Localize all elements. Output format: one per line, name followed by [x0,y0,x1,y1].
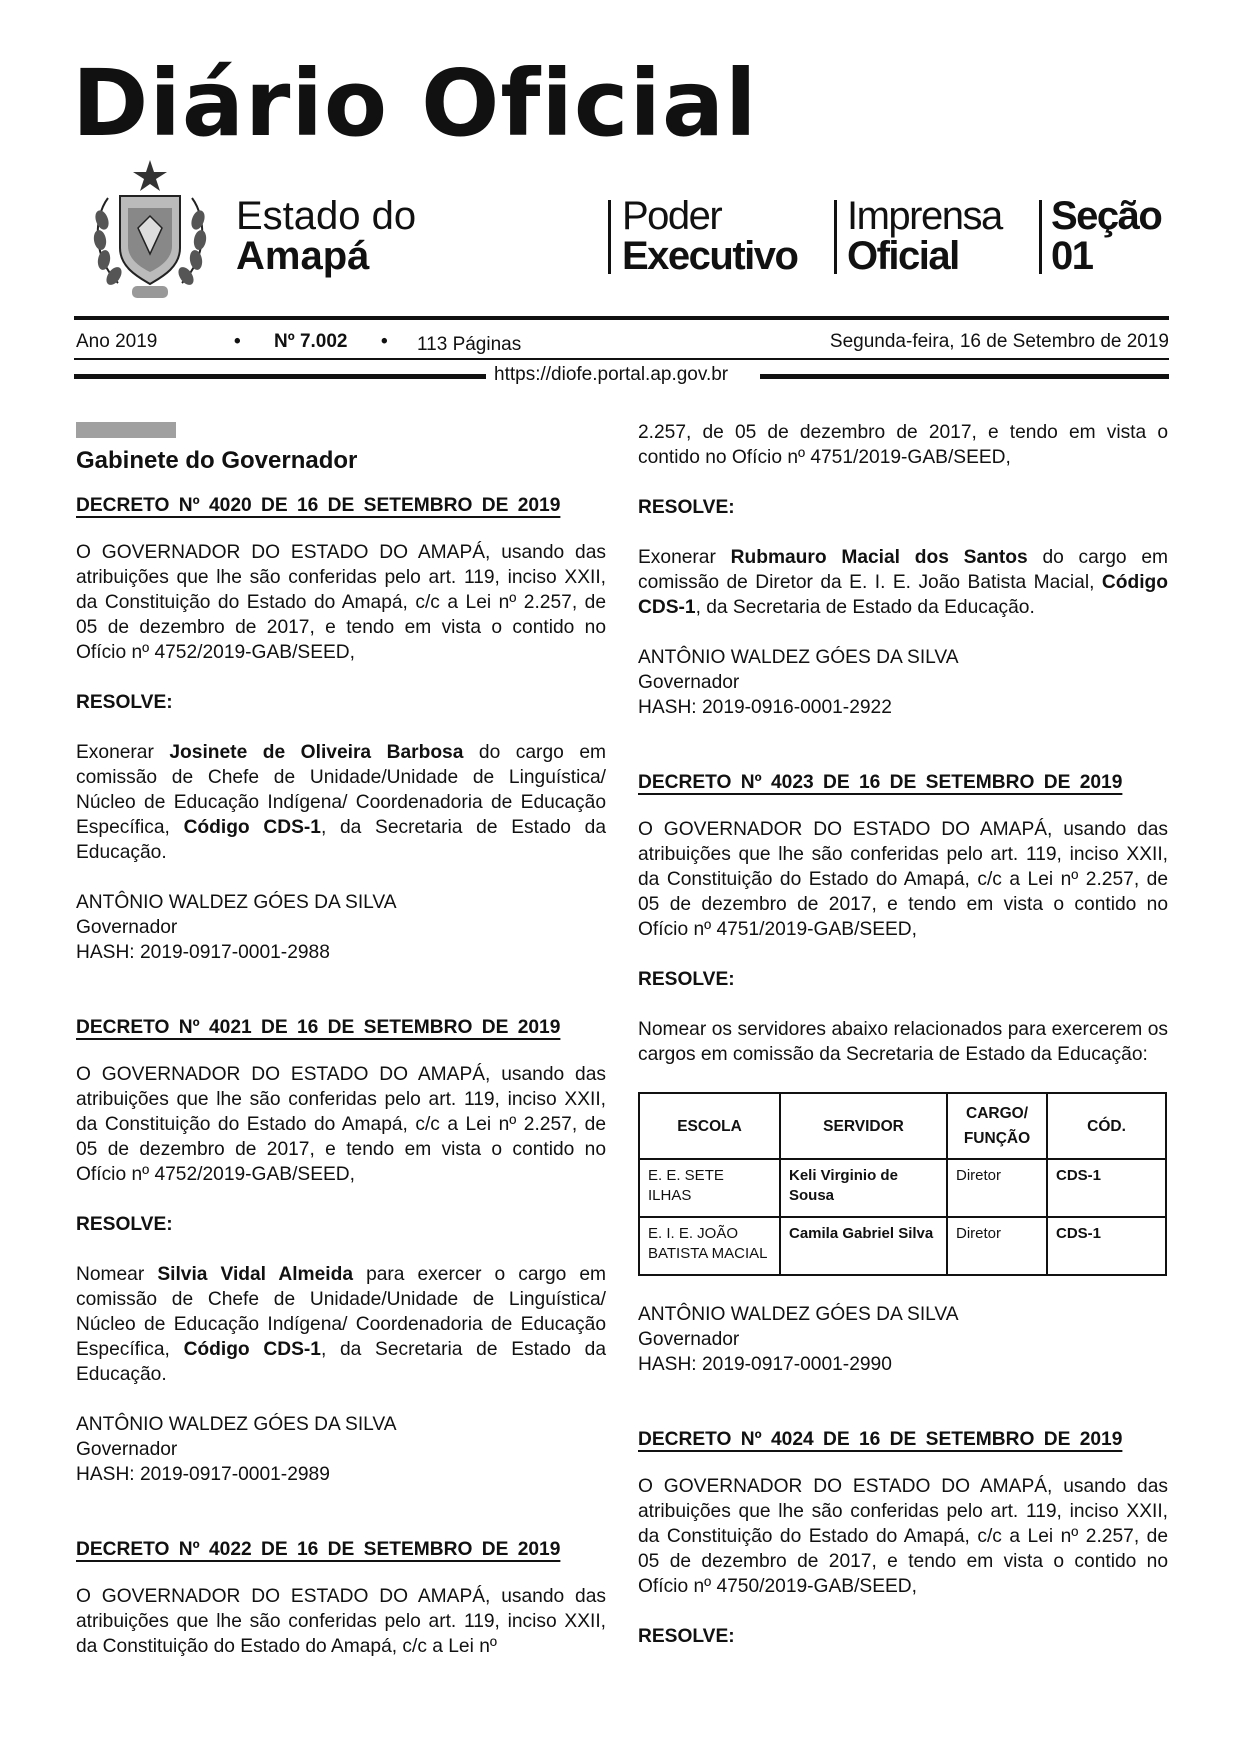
info-rule [74,358,1169,360]
position-code: Código CDS-1 [183,817,321,838]
position-code: Código CDS-1 [638,572,1168,618]
state-name [236,196,416,276]
resolve-label: RESOLVE: [638,969,735,990]
action-end: , da Secretaria de Estado da Educação. [76,1339,606,1385]
document-hash: HASH: 2019-0917-0001-2988 [76,942,330,963]
decree-action [638,545,1168,620]
header-rule [74,316,1169,320]
bullet-separator: • [381,331,388,352]
masthead-title: Diário Oficial [72,50,758,157]
column-header: CARGO/ FUNÇÃO [947,1093,1047,1159]
position-code: Código CDS-1 [183,1339,321,1360]
table-cell-cargo: Diretor [947,1159,1047,1217]
signer-name: ANTÔNIO WALDEZ GÓES DA SILVA [76,1414,397,1435]
signature-block [76,1412,606,1487]
signature-block [638,1302,1168,1377]
resolve-label: RESOLVE: [638,497,735,518]
decree-title: DECRETO Nº 4022 DE 16 DE SETEMBRO DE 2019 [76,1539,561,1560]
decree-action [76,740,606,865]
decree-title: DECRETO Nº 4020 DE 16 DE SETEMBRO DE 2019 [76,495,561,516]
action-text: do cargo em comissão de Diretor da E. I. E. João Batista Macial, [638,547,1168,593]
header-divider [834,200,837,274]
action-end: , da Secretaria de Estado da Educação. [76,817,606,863]
table-cell-codigo: CDS-1 [1047,1159,1166,1217]
signer-role: Governador [76,1439,178,1460]
resolve-label: RESOLVE: [76,692,173,713]
signer-name: ANTÔNIO WALDEZ GÓES DA SILVA [638,1304,959,1325]
edition-year: Ano 2019 [76,331,158,352]
signature-block [76,890,606,965]
signature-block [638,645,1168,720]
poder-executivo [622,196,797,276]
secao-line-2: 01 [1051,234,1093,278]
poder-line-2: Executivo [622,234,798,278]
signer-name: ANTÔNIO WALDEZ GÓES DA SILVA [638,647,959,668]
decree-preamble: O GOVERNADOR DO ESTADO DO AMAPÁ, usando das atribuições que lhe são conferidas pelo art. 119, inciso XXII, da Constituição do Estado do Amapá, c/c a Lei nº 2.257, de 05 de dezembro de 2017, e tendo em vista o contido no Ofício nº 4752/2019-GAB/SEED, [76,542,606,663]
section-title: Gabinete do Governador [76,447,358,474]
resolve-label: RESOLVE: [638,1626,735,1647]
decree-preamble: O GOVERNADOR DO ESTADO DO AMAPÁ, usando das atribuições que lhe são conferidas pelo art. 119, inciso XXII, da Constituição do Estado do Amapá, c/c a Lei nº [76,1586,606,1657]
edition-number: Nº 7.002 [274,331,348,352]
decree-preamble: O GOVERNADOR DO ESTADO DO AMAPÁ, usando das atribuições que lhe são conferidas pelo art. 119, inciso XXII, da Constituição do Estado do Amapá, c/c a Lei nº 2.257, de 05 de dezembro de 2017, e tendo em vista o contido no Ofício nº 4752/2019-GAB/SEED, [76,1064,606,1185]
table-cell-cargo: Diretor [947,1217,1047,1275]
signer-role: Governador [638,672,740,693]
decree-preamble-continued: 2.257, de 05 de dezembro de 2017, e tendo em vista o contido no Ofício nº 4751/2019-GAB/SEED, [638,422,1168,468]
secao [1051,196,1161,276]
appointments-table [638,1092,1167,1276]
page-count: 113 Páginas [417,334,522,355]
action-verb: Nomear [76,1264,145,1285]
url-bar-left [74,374,486,379]
state-line-1: Estado do [236,194,417,238]
imprensa-line-1: Imprensa [847,194,1002,238]
bullet-separator: • [234,331,241,352]
decree-title: DECRETO Nº 4021 DE 16 DE SETEMBRO DE 2019 [76,1017,561,1038]
imprensa-line-2: Oficial [847,234,959,278]
table-cell-servidor: Camila Gabriel Silva [780,1217,947,1275]
action-end: , da Secretaria de Estado da Educação. [695,597,1035,618]
person-name: Rubmauro Macial dos Santos [730,547,1028,568]
state-line-2: Amapá [236,234,370,278]
amapa-coat-of-arms-icon [88,158,212,306]
imprensa-oficial [847,196,1002,276]
document-hash: HASH: 2019-0916-0001-2922 [638,697,892,718]
action-text: do cargo em comissão de Chefe de Unidade/Unidade de Linguística/ Núcleo de Educação Indígena/ Coordenadoria de Educação Específica, [76,742,606,838]
decree-title: DECRETO Nº 4024 DE 16 DE SETEMBRO DE 2019 [638,1429,1123,1450]
column-header: CÓD. [1047,1093,1166,1159]
table-row [639,1217,1166,1275]
portal-url[interactable]: https://diofe.portal.ap.gov.br [494,364,729,385]
person-name: Josinete de Oliveira Barbosa [169,742,464,763]
edition-date: Segunda-feira, 16 de Setembro de 2019 [829,331,1169,352]
header-divider [608,200,611,274]
url-bar-right [760,374,1169,379]
document-hash: HASH: 2019-0917-0001-2990 [638,1354,892,1375]
action-verb: Exonerar [76,742,154,763]
secao-line-1: Seção [1051,194,1162,238]
table-cell-codigo: CDS-1 [1047,1217,1166,1275]
signer-role: Governador [638,1329,740,1350]
poder-line-1: Poder [622,194,722,238]
header-divider [1039,200,1042,274]
decree-action: Nomear os servidores abaixo relacionados para exercerem os cargos em comissão da Secretaria de Estado da Educação: [638,1019,1168,1065]
action-text: para exercer o cargo em comissão de Chefe de Unidade/Unidade de Linguística/ Núcleo de Educação Indígena/ Coordenadoria de Educação Específica, [76,1264,606,1360]
decree-preamble: O GOVERNADOR DO ESTADO DO AMAPÁ, usando das atribuições que lhe são conferidas pelo art. 119, inciso XXII, da Constituição do Estado do Amapá, c/c a Lei nº 2.257, de 05 de dezembro de 2017, e tendo em vista o contido no Ofício nº 4750/2019-GAB/SEED, [638,1476,1168,1597]
section-tab [76,422,176,438]
resolve-label: RESOLVE: [76,1214,173,1235]
table-header-row [639,1093,1166,1159]
decree-action [76,1262,606,1387]
table-row [639,1159,1166,1217]
signer-role: Governador [76,917,178,938]
left-column [76,412,606,1659]
person-name: Silvia Vidal Almeida [157,1264,353,1285]
signer-name: ANTÔNIO WALDEZ GÓES DA SILVA [76,892,397,913]
table-cell-servidor: Keli Virginio de Sousa [780,1159,947,1217]
decree-preamble: O GOVERNADOR DO ESTADO DO AMAPÁ, usando das atribuições que lhe são conferidas pelo art. 119, inciso XXII, da Constituição do Estado do Amapá, c/c a Lei nº 2.257, de 05 de dezembro de 2017, e tendo em vista o contido no Ofício nº 4751/2019-GAB/SEED, [638,819,1168,940]
column-header: ESCOLA [639,1093,780,1159]
column-header: SERVIDOR [780,1093,947,1159]
table-cell-escola: E. I. E. JOÃO BATISTA MACIAL [639,1217,780,1275]
right-column [638,420,1168,1649]
table-cell-escola: E. E. SETE ILHAS [639,1159,780,1217]
action-verb: Exonerar [638,547,716,568]
document-hash: HASH: 2019-0917-0001-2989 [76,1464,330,1485]
decree-title: DECRETO Nº 4023 DE 16 DE SETEMBRO DE 2019 [638,772,1123,793]
